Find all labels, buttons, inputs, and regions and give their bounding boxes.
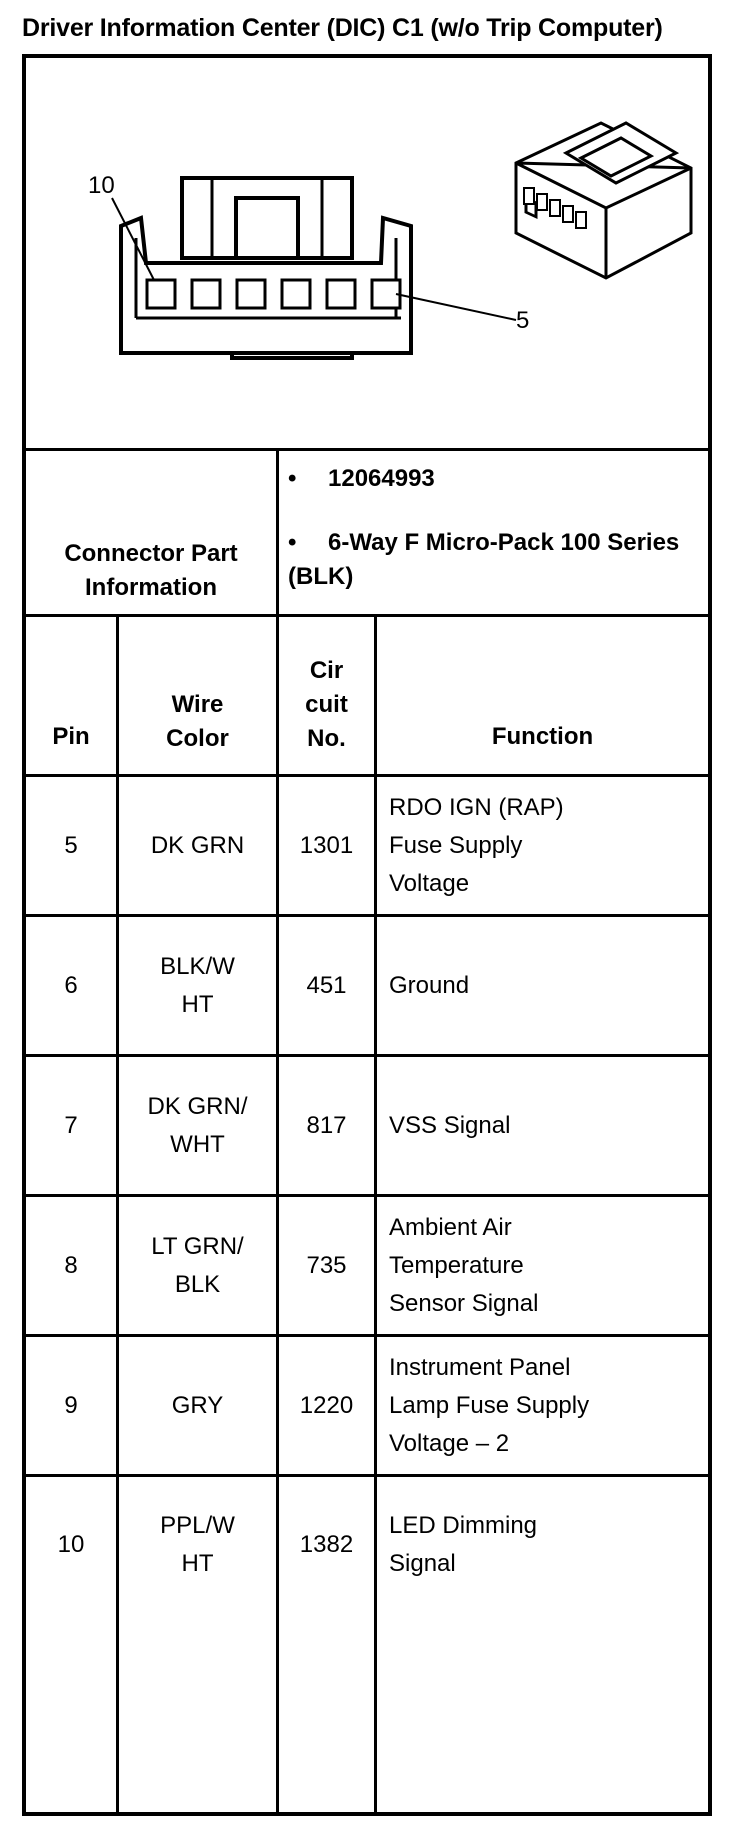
cell-wire-color: GRY xyxy=(171,1391,224,1419)
cell-function: LED Dimming Signal xyxy=(389,1512,538,1577)
cell-wire-color: PPL/W HT xyxy=(160,1512,235,1577)
pin-label-last: 5 xyxy=(516,307,530,334)
header-function: Function xyxy=(491,723,594,750)
cell-pin: 8 xyxy=(64,1251,78,1279)
cell-wire-color: BLK/W HT xyxy=(160,952,235,1018)
cell-pin: 10 xyxy=(57,1531,85,1558)
cell-circuit: 735 xyxy=(306,1251,347,1279)
cell-function: Instrument Panel Lamp Fuse Supply Voltage – 2 xyxy=(389,1353,590,1457)
cell-pin: 6 xyxy=(64,971,78,999)
header-circuit: Cir cuit No. xyxy=(305,657,348,752)
cell-circuit: 817 xyxy=(306,1111,347,1139)
part-info-label: Connector Part Information xyxy=(64,540,238,601)
connector-diagram xyxy=(26,58,708,448)
cell-circuit: 1382 xyxy=(299,1531,354,1558)
part-info-list xyxy=(288,460,698,594)
connector-face xyxy=(121,178,411,358)
cell-pin: 5 xyxy=(64,831,78,859)
cell-circuit: 1301 xyxy=(299,831,354,859)
part-number: • 12064993 xyxy=(288,465,435,492)
pin-label-first: 10 xyxy=(88,172,115,199)
cell-pin: 7 xyxy=(64,1111,78,1139)
cell-function: RDO IGN (RAP) Fuse Supply Voltage xyxy=(389,793,564,897)
divider xyxy=(26,448,708,451)
cell-function: Ambient Air Temperature Sensor Signal xyxy=(389,1213,539,1317)
connector-table xyxy=(22,54,712,1816)
cell-pin: 9 xyxy=(64,1391,78,1419)
cell-function: VSS Signal xyxy=(389,1111,511,1139)
cell-wire-color: DK GRN xyxy=(150,831,245,859)
cell-wire-color: DK GRN/ WHT xyxy=(147,1092,248,1158)
cell-circuit: 451 xyxy=(306,971,347,999)
page-title: Driver Information Center (DIC) C1 (w/o Trip Computer) xyxy=(22,14,663,42)
header-pin: Pin xyxy=(52,723,90,750)
divider xyxy=(374,614,377,1816)
cell-circuit: 1220 xyxy=(299,1391,354,1419)
part-description: • 6-Way F Micro-Pack 100 Series (BLK) xyxy=(288,529,680,590)
cell-wire-color: LT GRN/ BLK xyxy=(151,1232,244,1298)
header-wire-color: Wire Color xyxy=(166,691,229,752)
cell-function: Ground xyxy=(389,971,470,999)
